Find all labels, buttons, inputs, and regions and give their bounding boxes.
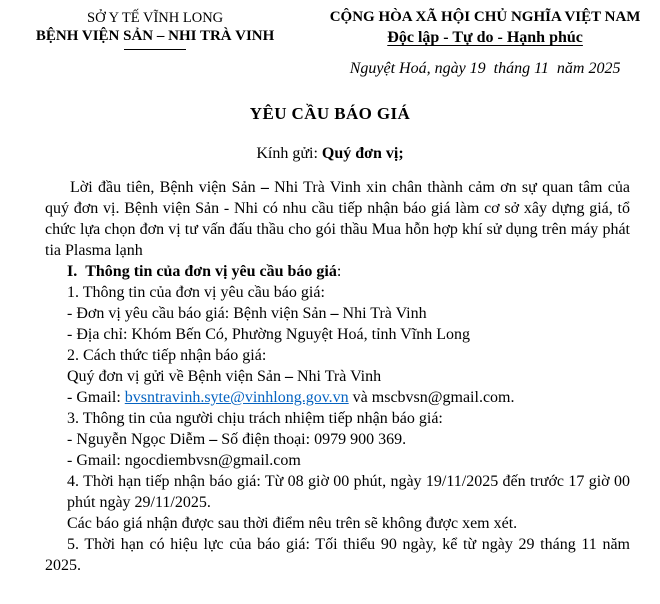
document-title: YÊU CẦU BÁO GIÁ	[249, 104, 411, 123]
text-run: Lời đầu tiên, Bệnh viện Sản	[70, 179, 261, 196]
text-run: 3. Thông tin của người chịu trách nhiệm tiếp nhận báo giá:	[67, 410, 443, 427]
requesting-unit-line	[45, 303, 630, 324]
national-header-block	[310, 8, 660, 79]
issuer-name: BỆNH VIỆN SẢN – NHI TRÀ VINH	[35, 28, 275, 44]
text-run: 4. Thời hạn tiếp nhận báo giá: Từ 08 giờ 00 phút, ngày 19/11/2025 đến trước 17 giờ 00 phút ngày 29/11/2025.	[67, 473, 630, 511]
gmail-line-1	[45, 387, 630, 408]
text-run: –	[209, 431, 218, 448]
item-2-heading	[45, 345, 630, 366]
place-date-line: Nguyệt Hoá, ngày 19 tháng 11 năm 2025	[349, 60, 621, 77]
text-run: Số điện thoại: 0979 900 369.	[217, 431, 407, 448]
text-run: 1. Thông tin của đơn vị yêu cầu báo giá:	[67, 284, 325, 301]
national-title: CỘNG HÒA XÃ HỘI CHỦ NGHĨA VIỆT NAM	[329, 9, 641, 25]
text-run: Nhi Trà Vinh	[338, 305, 427, 322]
text-run: Nhi Trà Vinh	[293, 368, 382, 385]
text-run: Các báo giá nhận được sau thời điểm nêu trên sẽ không được xem xét.	[67, 515, 518, 532]
salutation-recipient: Quý đơn vị;	[321, 145, 404, 162]
address-line	[45, 324, 630, 345]
email-link[interactable]: bvsntravinh.syte@vinhlong.gov.vn	[124, 389, 349, 406]
item-5-validity	[45, 534, 630, 576]
item-1-heading	[45, 282, 630, 303]
national-motto: Độc lập - Tự do - Hạnh phúc	[387, 29, 583, 46]
opening-paragraph	[45, 177, 630, 261]
document-body	[0, 177, 660, 576]
gmail-line-2	[45, 450, 630, 471]
text-run: Quý đơn vị gửi về Bệnh viện Sản	[67, 368, 285, 385]
text-run: - Địa chỉ: Khóm Bến Có, Phường Nguyệt Hoá, tỉnh Vĩnh Long	[67, 326, 471, 343]
item-3-heading	[45, 408, 630, 429]
late-quotes-note	[67, 513, 630, 534]
issuer-parent-org: SỞ Y TẾ VĨNH LONG	[87, 10, 224, 26]
salutation-line	[0, 143, 660, 164]
text-run: –	[285, 368, 293, 385]
text-run: - Gmail: ngocdiembvsn@gmail.com	[67, 452, 301, 469]
text-run: 2. Cách thức tiếp nhận báo giá:	[67, 347, 267, 364]
issuer-block	[0, 8, 310, 79]
text-run: - Gmail:	[67, 389, 125, 406]
section-i-heading	[45, 261, 630, 282]
text-run: –	[260, 179, 269, 196]
text-run: :	[336, 263, 342, 280]
salutation-label: Kính gửi:	[256, 145, 322, 162]
text-run: –	[330, 305, 339, 322]
text-run: 5. Thời hạn có hiệu lực của báo giá: Tối thiểu 90 ngày, kể từ ngày 29 tháng 11 năm 2025.	[45, 536, 630, 574]
text-run: và mscbvsn@gmail.com.	[348, 389, 515, 406]
text-run: - Nguyễn Ngọc Diễm	[67, 431, 210, 448]
text-run: I. Thông tin của đơn vị yêu cầu báo giá	[67, 263, 337, 280]
contact-person-line	[45, 429, 630, 450]
issuer-separator-line	[124, 49, 186, 50]
text-run: Nhi Trà Vinh xin chân thành cảm ơn sự quan tâm của quý đơn vị. Bệnh viện Sản - Nhi có nhu cầu tiếp nhận báo giá làm cơ sở xây dựng giá, tổ chức lựa chọn đơn vị tư vấn đấu thầu cho gói thầu Mua hỗn hợp khí sử dụng trên máy phát tia Plasma lạnh	[45, 179, 630, 259]
item-4-deadline	[67, 471, 630, 513]
send-to-line	[45, 366, 630, 387]
document-header	[0, 8, 660, 79]
text-run: - Đơn vị yêu cầu báo giá: Bệnh viện Sản	[67, 305, 331, 322]
